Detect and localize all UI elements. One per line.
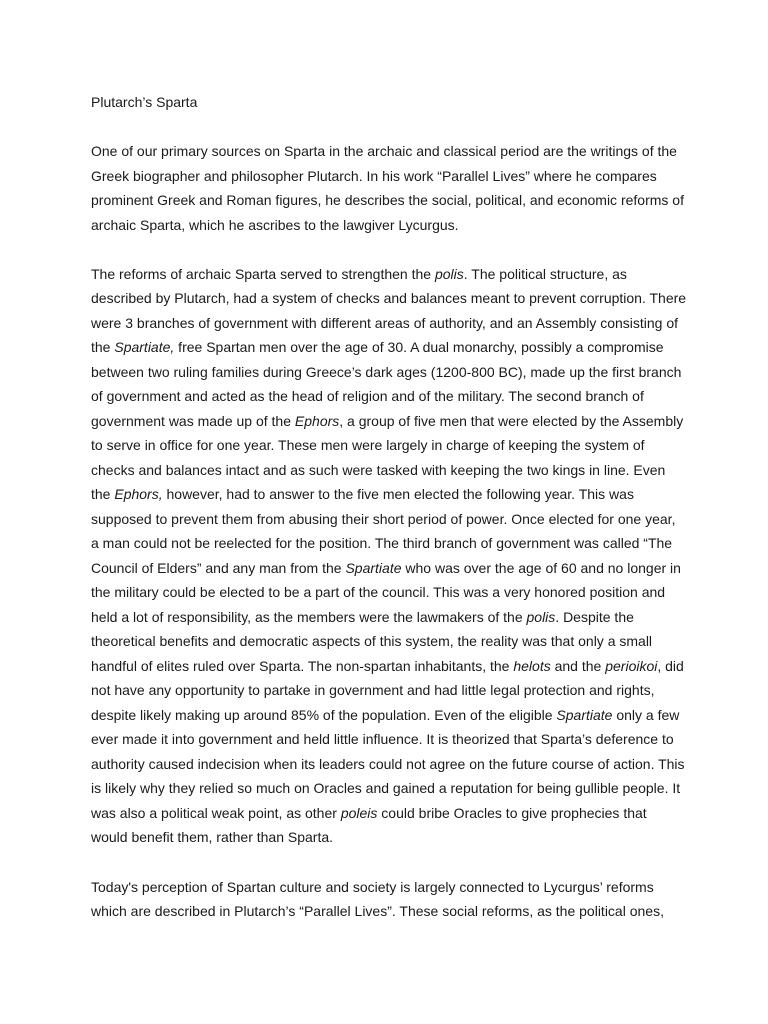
text-line: Council of Elders” and any man from the Spartiate who was over the age of 60 and no longer in (91, 559, 681, 576)
text-line: of government and acted as the head of religion and of the military. The second branch of (91, 388, 644, 404)
text-line: to serve in office for one year. These men were largely in charge of keeping the system of (91, 437, 645, 453)
text-line: Today's perception of Spartan culture and society is largely connected to Lycurgus’ reforms (91, 878, 654, 895)
text-line: the Spartiate, free Spartan men over the age of 30. A dual monarchy, possibly a compromise (91, 339, 664, 355)
paragraph-sources (91, 139, 691, 237)
text-line: prominent Greek and Roman figures, he describes the social, political, and economic reforms of (91, 192, 684, 208)
text-line: despite likely making up around 85% of the population. Even of the eligible Spartiate only a few (91, 706, 680, 723)
text-line: is likely why they relied so much on Oracles and gained a reputation for being gullible people. It (91, 780, 681, 796)
text-line: was also a political weak point, as other poleis could bribe Oracles to give prophecies that (91, 804, 647, 821)
text-line: between two ruling families during Greece’s dark ages (1200-800 BC), made up the first branch (91, 363, 682, 380)
text-line: handful of elites ruled over Sparta. The non-spartan inhabitants, the helots and the perioikoi, did (91, 657, 684, 674)
text-line: were 3 branches of government with different areas of authority, and an Assembly consisting of (91, 314, 679, 331)
text-line: which are described in Plutarch’s “Parallel Lives”. These social reforms, as the political ones, (91, 903, 664, 919)
text-line: the Ephors, however, had to answer to the five men elected the following year. This was (91, 486, 634, 502)
text-line: checks and balances intact and as such were tasked with keeping the two kings in line. Even (91, 461, 666, 478)
document-title: Plutarch’s Sparta (91, 94, 198, 110)
text-line: would benefit them, rather than Sparta. (91, 829, 334, 845)
text-line: theoretical benefits and democratic aspects of this system, the reality was that only a small (91, 633, 653, 649)
text-line: not have any opportunity to partake in government and had little legal protection and rights, (91, 682, 655, 698)
text-line: authority caused indecision when its leaders could not agree on the future course of action. This (91, 755, 685, 772)
text-line: archaic Sparta, which he ascribes to the lawgiver Lycurgus. (91, 216, 459, 233)
text-line: held a lot of responsibility, as the members were the lawmakers of the polis. Despite the (91, 608, 634, 625)
text-line: the military could be elected to be a part of the council. This was a very honored position and (91, 584, 666, 600)
text-line: a man could not be reelected for the position. The third branch of government was called “The (91, 535, 673, 551)
text-line: Greek biographer and philosopher Plutarch. In his work “Parallel Lives” where he compares (91, 167, 657, 184)
paragraph-social-reforms (91, 875, 691, 924)
text-line: described by Plutarch, had a system of checks and balances meant to prevent corruption. There (91, 290, 687, 306)
text-line: The reforms of archaic Sparta served to strengthen the polis. The political structure, as (91, 265, 627, 282)
paragraph-political-reforms (91, 262, 691, 850)
text-line: ever made it into government and held little influence. It is theorized that Sparta’s deference to (91, 731, 674, 747)
text-line: government was made up of the Ephors, a group of five men that were elected by the Assembly (91, 412, 684, 429)
text-line: One of our primary sources on Sparta in the archaic and classical period are the writings of the (91, 143, 677, 159)
text-line: supposed to prevent them from abusing their short period of power. Once elected for one year, (91, 510, 676, 527)
